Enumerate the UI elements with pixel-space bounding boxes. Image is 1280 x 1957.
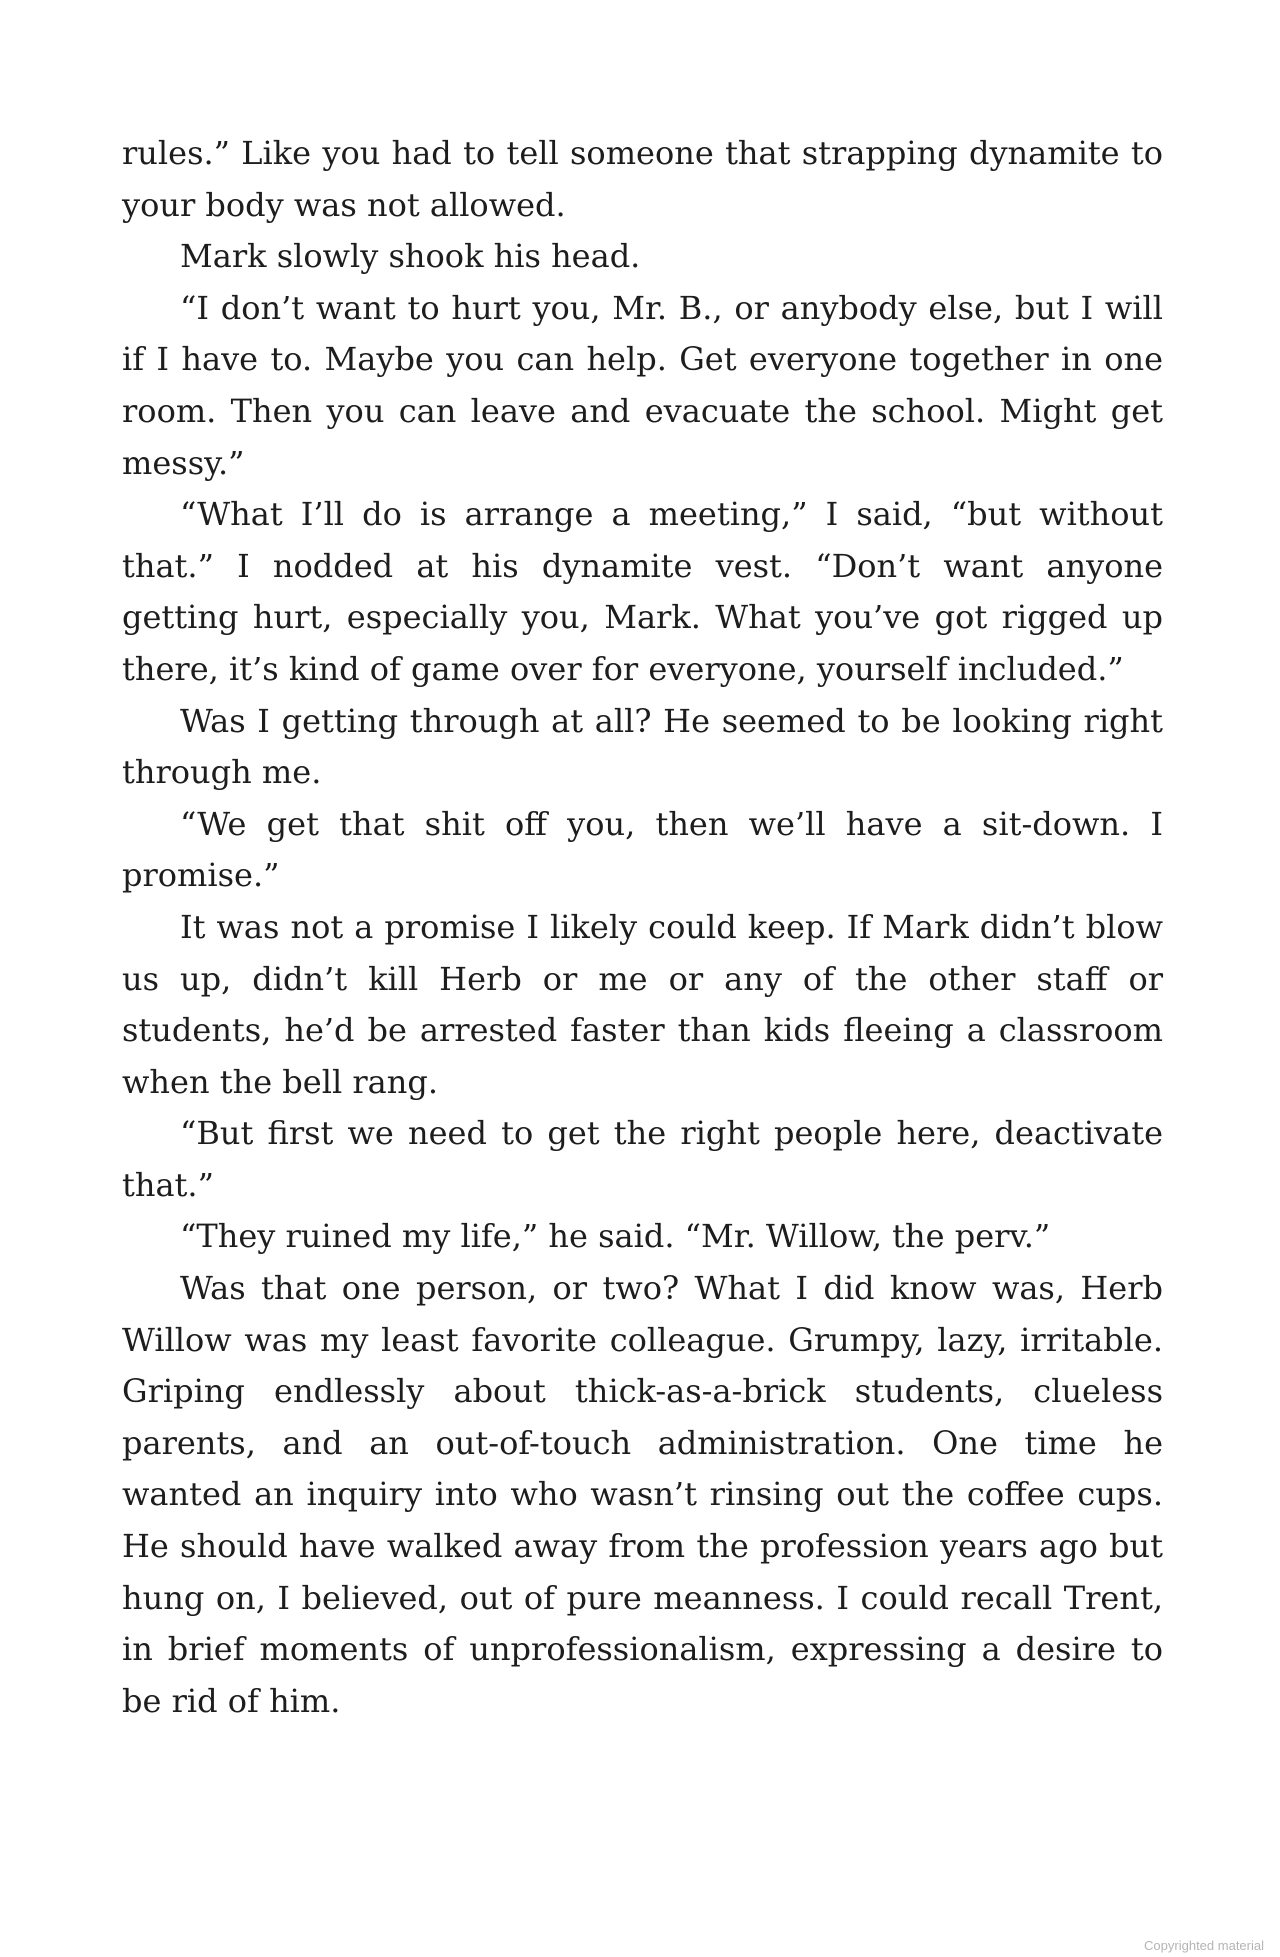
paragraph-4: “What I’ll do is arrange a meeting,” I said, “but without that.” I nodded at his dynamite vest. “Don’t want anyone getting hurt, especially you, Mark. What you’ve got rigged up there, it’s kind of game over for everyone, yourself included.” — [122, 495, 1163, 688]
paragraph-9: “They ruined my life,” he said. “Mr. Willow, the perv.” — [180, 1217, 1051, 1256]
copyright-watermark: Copyrighted material — [1144, 1938, 1264, 1953]
paragraph-5: Was I getting through at all? He seemed to be looking right through me. — [122, 701, 1163, 792]
paragraph-8: “But first we need to get the right people here, deactivate that.” — [122, 1114, 1163, 1204]
paragraph-10: Was that one person, or two? What I did know was, Herb Willow was my least favorite colleague. Grumpy, lazy, irritable. Griping endlessly about thick-as-a-brick students, clueless parents, and an out-of-touch administration. One time he wanted an inquiry into who wasn’t rinsing out the coffee cups. He should have walked away from the profession years ago but hung on, I believed, out of pure meanness. I could recall Trent, in brief moments of unprofessionalism, expressing a desire to be rid of him. — [122, 1269, 1163, 1720]
paragraph-2: Mark slowly shook his head. — [180, 237, 641, 276]
paragraph-3: “I don’t want to hurt you, Mr. B., or anybody else, but I will if I have to. Maybe you can help. Get everyone together in one room. Then you can leave and evacuate the school. Might get messy.” — [122, 288, 1163, 482]
paragraph-1: rules.” Like you had to tell someone that strapping dynamite to your body was not allowed. — [122, 134, 1163, 224]
book-page-body — [122, 128, 1163, 1727]
paragraph-6: “We get that shit off you, then we’ll have a sit-down. I promise.” — [122, 804, 1163, 895]
paragraph-7: It was not a promise I likely could keep. If Mark didn’t blow us up, didn’t kill Herb or me or any of the other staff or students, he’d be arrested faster than kids fleeing a classroom when the bell rang. — [122, 907, 1163, 1101]
